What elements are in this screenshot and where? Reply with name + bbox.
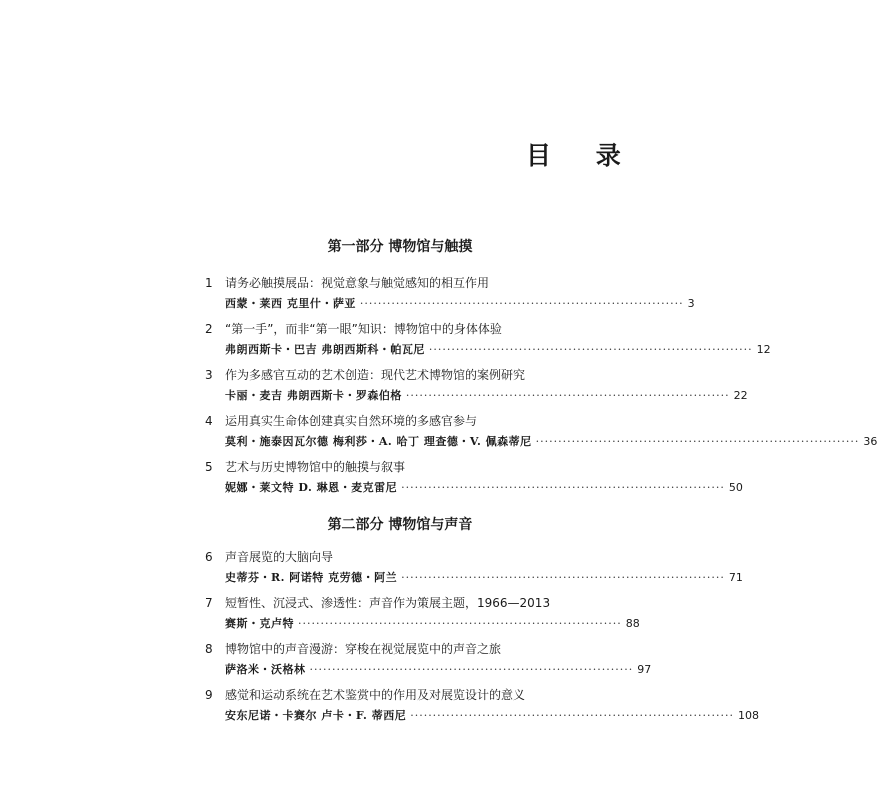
entry-page: 50 — [728, 481, 743, 494]
toc-entry[interactable] — [205, 321, 771, 357]
entry-title: 感觉和运动系统在艺术鉴赏中的作用及对展览设计的意义 — [225, 688, 526, 702]
entry-authors: 安东尼诺・卡赛尔 卢卡・F. 蒂西尼 — [225, 709, 407, 722]
entry-title-line — [205, 641, 595, 657]
entry-title-line — [205, 687, 595, 703]
entry-page: 88 — [625, 617, 640, 630]
entry-page: 3 — [687, 297, 695, 310]
entry-page: 12 — [756, 343, 771, 356]
entry-page: 22 — [733, 389, 748, 402]
entry-number: 6 — [205, 550, 213, 564]
leader-dots: ········································································ — [401, 571, 725, 584]
entry-number: 5 — [205, 460, 213, 474]
entry-authors: 妮娜・莱文特 D. 琳恩・麦克雷尼 — [225, 481, 398, 494]
entry-number: 1 — [205, 276, 213, 290]
leader-dots: ········································································ — [535, 435, 860, 448]
entry-authors: 弗朗西斯卡・巴吉 弗朗西斯科・帕瓦尼 — [225, 343, 425, 356]
entry-title-line — [205, 413, 595, 429]
entry-authors: 西蒙・莱西 克里什・萨亚 — [225, 297, 356, 310]
leader-dots: ········································································ — [309, 663, 634, 676]
toc-entry[interactable] — [205, 549, 743, 585]
toc-entry[interactable] — [205, 687, 759, 723]
entry-number: 9 — [205, 688, 213, 702]
entry-title-line — [205, 321, 595, 337]
entry-number: 7 — [205, 596, 213, 610]
toc-entry[interactable] — [205, 641, 652, 677]
toc-entry[interactable] — [205, 413, 877, 449]
leader-dots: ········································································ — [401, 481, 725, 494]
entry-title-line — [205, 459, 595, 475]
entry-title: 作为多感官互动的艺术创造：现代艺术博物馆的案例研究 — [225, 368, 526, 382]
entry-page: 97 — [637, 663, 652, 676]
entry-author-line — [225, 662, 652, 677]
entry-author-line — [225, 434, 877, 449]
leader-dots: ········································································ — [359, 297, 684, 310]
entry-authors: 卡丽・麦吉 弗朗西斯卡・罗森伯格 — [225, 389, 402, 402]
entry-number: 4 — [205, 414, 213, 428]
leader-dots: ········································································ — [428, 343, 753, 356]
entry-title: “第一手”，而非“第一眼”知识：博物馆中的身体体验 — [225, 322, 502, 336]
entry-author-line — [225, 342, 771, 357]
entry-title-line — [205, 549, 595, 565]
entry-number: 8 — [205, 642, 213, 656]
entry-title: 短暂性、沉浸式、渗透性：声音作为策展主题，1966—2013 — [225, 596, 551, 610]
entry-author-line — [225, 708, 759, 723]
part-heading: 第二部分 博物馆与声音 — [327, 517, 473, 533]
entry-title-line — [205, 367, 595, 383]
entry-title: 博物馆中的声音漫游：穿梭在视觉展览中的声音之旅 — [225, 642, 502, 656]
entry-authors: 赛斯・克卢特 — [225, 617, 294, 630]
entry-page: 36 — [863, 435, 877, 448]
entry-title: 运用真实生命体创建真实自然环境的多感官参与 — [225, 414, 478, 428]
entry-author-line — [225, 480, 743, 495]
entry-number: 2 — [205, 322, 213, 336]
entry-authors: 史蒂芬・R. 阿诺特 克劳德・阿兰 — [225, 571, 398, 584]
leader-dots: ········································································ — [298, 617, 622, 630]
toc-entry[interactable] — [205, 275, 695, 311]
entry-authors: 莫利・施泰因瓦尔德 梅利莎・A. 哈丁 理查德・V. 佩森蒂尼 — [225, 435, 532, 448]
entry-title: 艺术与历史博物馆中的触摸与叙事 — [225, 460, 406, 474]
entry-authors: 萨洛米・沃格林 — [225, 663, 306, 676]
entry-author-line — [225, 616, 640, 631]
entry-title-line — [205, 595, 595, 611]
entry-title: 请务必触摸展品：视觉意象与触觉感知的相互作用 — [225, 276, 490, 290]
leader-dots: ········································································ — [405, 389, 730, 402]
entry-author-line — [225, 296, 695, 311]
entry-number: 3 — [205, 368, 213, 382]
toc-entry[interactable] — [205, 367, 748, 403]
entry-author-line — [225, 388, 748, 403]
toc-entry[interactable] — [205, 595, 640, 631]
toc-entry[interactable] — [205, 459, 743, 495]
part-heading: 第一部分 博物馆与触摸 — [327, 239, 473, 255]
entry-page: 108 — [737, 709, 759, 722]
leader-dots: ········································································ — [410, 709, 734, 722]
entry-title: 声音展览的大脑向导 — [225, 550, 334, 564]
page-title: 目 录 — [526, 141, 639, 170]
entry-page: 71 — [728, 571, 743, 584]
entry-title-line — [205, 275, 595, 291]
entry-author-line — [225, 570, 743, 585]
